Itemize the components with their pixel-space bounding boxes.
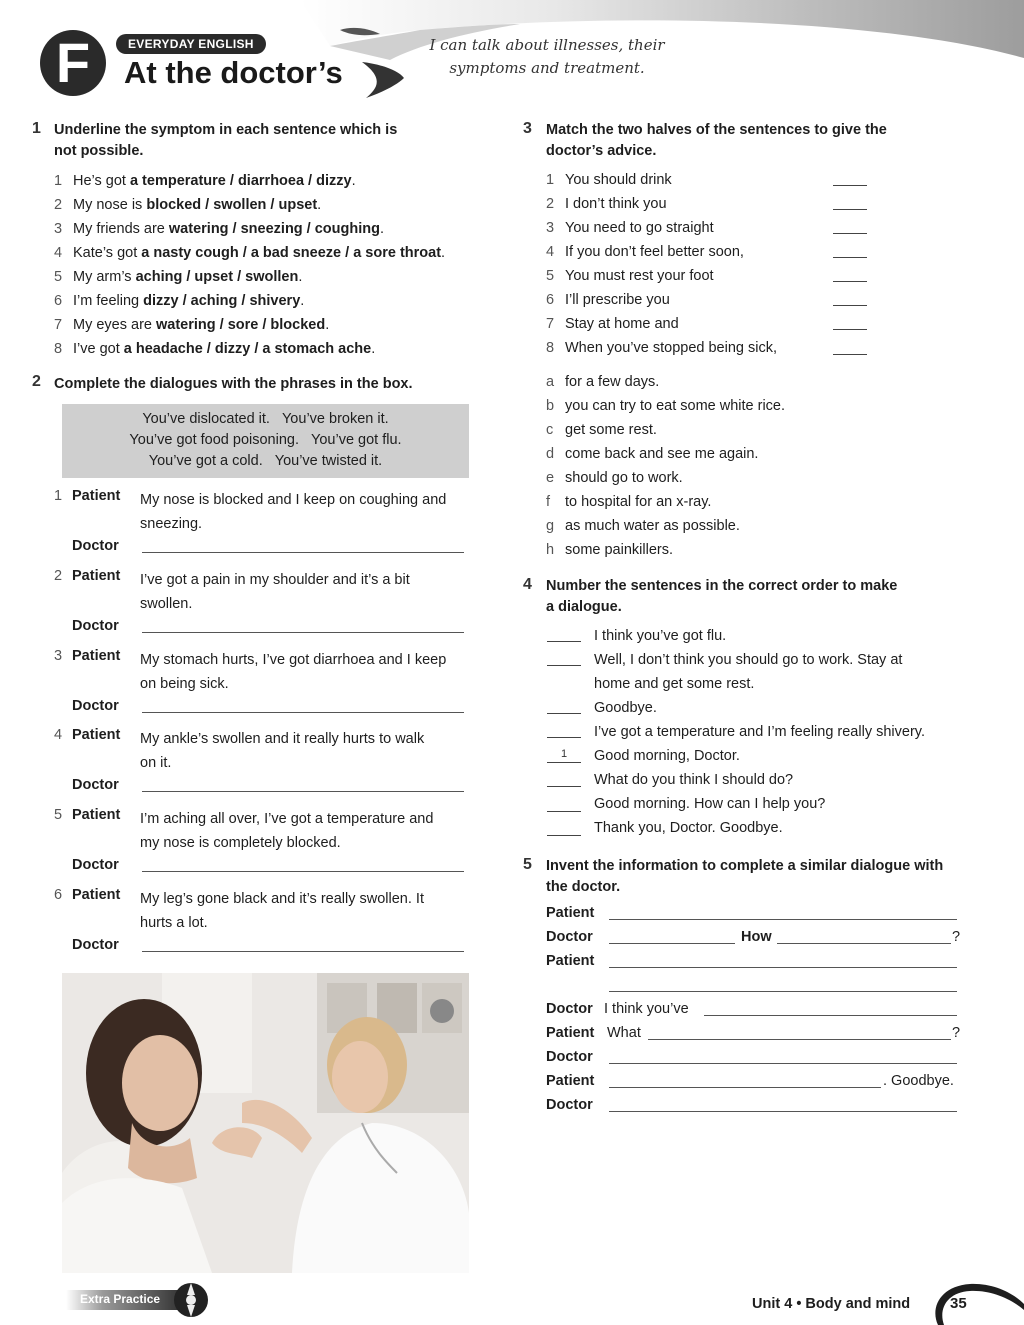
think-phrase: I think you’ve bbox=[604, 1001, 689, 1017]
item-options[interactable]: a temperature / diarrhoea / dizzy bbox=[129, 173, 352, 189]
patient-line bbox=[140, 727, 470, 775]
list-item bbox=[546, 336, 777, 360]
list-item: What do you think I should do? bbox=[594, 772, 794, 788]
exercise-3-number: 3 bbox=[523, 120, 532, 137]
item-punct: . bbox=[300, 293, 305, 309]
match-answer-blank[interactable] bbox=[833, 257, 867, 258]
list-item: Well, I don’t think you should go to work. Stay at bbox=[594, 652, 903, 668]
doctor-label: Doctor bbox=[72, 538, 119, 554]
order-answer-blank[interactable] bbox=[547, 811, 581, 812]
patient-text: sneezing. bbox=[140, 516, 203, 532]
match-answer-blank[interactable] bbox=[833, 233, 867, 234]
item-text: you can try to eat some white rice. bbox=[565, 398, 786, 414]
item-number: 3 bbox=[546, 220, 555, 236]
instruction-line: the doctor. bbox=[546, 879, 621, 895]
item-letter: h bbox=[546, 542, 555, 558]
order-answer-blank[interactable] bbox=[547, 641, 581, 642]
list-item: Goodbye. bbox=[594, 700, 657, 716]
list-item bbox=[546, 370, 785, 394]
phrase-row bbox=[62, 430, 469, 451]
list-item bbox=[546, 418, 785, 442]
phrase: You’ve got a cold. bbox=[148, 453, 263, 469]
item-number: 1 bbox=[54, 173, 63, 189]
item-options[interactable]: aching / upset / swollen bbox=[135, 269, 299, 285]
list-item bbox=[54, 337, 445, 361]
answer-line[interactable] bbox=[609, 967, 957, 968]
patient-line bbox=[140, 648, 470, 696]
item-punct: . bbox=[351, 173, 356, 189]
item-punct: . bbox=[379, 221, 385, 237]
item-letter: e bbox=[546, 470, 555, 486]
item-letter: a bbox=[546, 374, 555, 390]
list-item bbox=[546, 240, 777, 264]
instruction-line: Number the sentences in the correct order to make bbox=[546, 578, 898, 594]
what-word: What bbox=[607, 1025, 641, 1041]
order-answer-blank[interactable] bbox=[547, 665, 581, 666]
list-item bbox=[546, 394, 785, 418]
patient-text: on being sick. bbox=[140, 676, 229, 692]
exercise-1-number: 1 bbox=[32, 120, 41, 137]
list-item bbox=[54, 193, 445, 217]
match-answer-blank[interactable] bbox=[833, 354, 867, 355]
patient-text: I’m aching all over, I’ve got a temperature and bbox=[140, 811, 434, 827]
list-item bbox=[546, 168, 777, 192]
exercise-3-first-halves bbox=[546, 168, 777, 360]
doctor-answer-line[interactable] bbox=[142, 552, 464, 553]
dialogue-number: 2 bbox=[54, 568, 63, 584]
list-item: I think you’ve got flu. bbox=[594, 628, 727, 644]
patient-label: Patient bbox=[546, 1025, 595, 1041]
section-label: EVERYDAY ENGLISH bbox=[116, 34, 266, 54]
exercise-2-number: 2 bbox=[32, 373, 41, 390]
patient-text: my nose is completely blocked. bbox=[140, 835, 341, 851]
unit-bullet: • bbox=[796, 1296, 802, 1312]
match-answer-blank[interactable] bbox=[833, 329, 867, 330]
list-item bbox=[546, 288, 777, 312]
item-options[interactable]: watering / sneezing / coughing bbox=[168, 221, 380, 237]
phrase: You’ve dislocated it. bbox=[142, 411, 270, 427]
item-text: should go to work. bbox=[565, 470, 683, 486]
item-letter: g bbox=[546, 518, 555, 534]
section-letter-badge: F bbox=[40, 30, 106, 96]
learning-objective-line: symptoms and treatment. bbox=[449, 59, 645, 77]
item-letter: d bbox=[546, 446, 555, 462]
order-answer-blank[interactable] bbox=[547, 762, 581, 763]
item-number: 6 bbox=[546, 292, 555, 308]
dialogue-number: 3 bbox=[54, 648, 63, 664]
order-answer-blank[interactable] bbox=[547, 737, 581, 738]
patient-label: Patient bbox=[72, 488, 121, 504]
instruction-line: Invent the information to complete a similar dialogue with bbox=[546, 858, 944, 874]
order-answer-blank[interactable] bbox=[547, 786, 581, 787]
answer-line[interactable] bbox=[704, 1015, 957, 1016]
answer-line[interactable] bbox=[609, 1087, 881, 1088]
doctor-label: Doctor bbox=[546, 1049, 593, 1065]
patient-text: on it. bbox=[140, 755, 172, 771]
doctor-label: Doctor bbox=[72, 937, 119, 953]
answer-line[interactable] bbox=[609, 991, 957, 992]
instruction-line: not possible. bbox=[54, 143, 144, 159]
doctor-label: Doctor bbox=[72, 777, 119, 793]
goodbye-text: . Goodbye. bbox=[883, 1073, 954, 1089]
item-options[interactable]: watering / sore / blocked bbox=[156, 317, 326, 333]
list-item: home and get some rest. bbox=[594, 676, 755, 692]
match-answer-blank[interactable] bbox=[833, 305, 867, 306]
item-punct: . bbox=[325, 317, 330, 333]
learning-objective-line: I can talk about illnesses, their bbox=[429, 36, 665, 54]
instruction-line: doctor’s advice. bbox=[546, 143, 657, 159]
doctor-answer-line[interactable] bbox=[142, 951, 464, 952]
instruction-line: Match the two halves of the sentences to give the bbox=[546, 122, 887, 138]
exercise-4-number: 4 bbox=[523, 576, 532, 593]
item-punct: . bbox=[298, 269, 303, 285]
patient-label: Patient bbox=[72, 727, 121, 743]
list-item bbox=[54, 265, 445, 289]
list-item bbox=[546, 192, 777, 216]
list-item: Thank you, Doctor. Goodbye. bbox=[594, 820, 783, 836]
patient-text: My leg’s gone black and it’s really swollen. It bbox=[140, 891, 424, 907]
exercise-2-instruction: Complete the dialogues with the phrases in the box. bbox=[54, 376, 413, 392]
doctor-label: Doctor bbox=[72, 698, 119, 714]
list-item bbox=[546, 216, 777, 240]
patient-label: Patient bbox=[546, 1073, 595, 1089]
exercise-1-items bbox=[54, 169, 445, 361]
item-options[interactable]: dizzy / aching / shivery bbox=[143, 293, 301, 309]
item-text: Kate’s got bbox=[73, 245, 142, 261]
patient-line bbox=[140, 568, 470, 616]
match-answer-blank[interactable] bbox=[833, 209, 867, 210]
answer-line[interactable] bbox=[609, 1063, 957, 1064]
answer-line[interactable] bbox=[609, 943, 735, 944]
patient-label: Patient bbox=[546, 953, 595, 969]
patient-text: I’ve got a pain in my shoulder and it’s a bit bbox=[140, 572, 410, 588]
list-item bbox=[546, 466, 785, 490]
page-title: At the doctor’s bbox=[124, 55, 343, 90]
answer-line[interactable] bbox=[777, 943, 951, 944]
list-item bbox=[54, 241, 445, 265]
doctor-answer-line[interactable] bbox=[142, 712, 464, 713]
question-mark: ? bbox=[952, 929, 961, 945]
dialogue-number: 1 bbox=[54, 488, 63, 504]
page-number: 35 bbox=[950, 1295, 967, 1312]
phrase: You’ve got food poisoning. bbox=[129, 432, 299, 448]
item-text: My arm’s bbox=[73, 269, 136, 285]
doctor-label: Doctor bbox=[72, 857, 119, 873]
item-number: 7 bbox=[54, 317, 63, 333]
patient-text: My stomach hurts, I’ve got diarrhoea and I keep bbox=[140, 652, 447, 668]
unit-label: Unit 4 bbox=[752, 1296, 793, 1312]
patient-label: Patient bbox=[72, 568, 121, 584]
instruction-line: Underline the symptom in each sentence which is bbox=[54, 122, 398, 138]
match-answer-blank[interactable] bbox=[833, 185, 867, 186]
list-item bbox=[546, 442, 785, 466]
exercise-3-instruction bbox=[546, 120, 887, 162]
item-text: for a few days. bbox=[565, 374, 660, 390]
item-number: 2 bbox=[54, 197, 63, 213]
patient-line bbox=[140, 488, 470, 536]
item-punct: . bbox=[371, 341, 376, 357]
unit-footer bbox=[752, 1296, 910, 1312]
list-item bbox=[546, 312, 777, 336]
extra-practice-label: Extra Practice bbox=[80, 1292, 161, 1306]
list-item bbox=[54, 289, 445, 313]
item-number: 5 bbox=[54, 269, 63, 285]
dialogue-number: 6 bbox=[54, 887, 63, 903]
item-number: 4 bbox=[54, 245, 63, 261]
item-number: 8 bbox=[54, 341, 63, 357]
doctor-patient-illustration bbox=[62, 973, 469, 1273]
exercise-4-lines bbox=[594, 624, 925, 840]
dialogue-number: 4 bbox=[54, 727, 63, 743]
patient-label: Patient bbox=[72, 648, 121, 664]
exercise-5-instruction bbox=[546, 856, 943, 898]
phrase-row bbox=[62, 451, 469, 472]
item-number: 4 bbox=[546, 244, 555, 260]
order-answer-blank[interactable] bbox=[547, 835, 581, 836]
item-options[interactable]: a headache / dizzy / a stomach ache bbox=[123, 341, 372, 357]
phrase: You’ve twisted it. bbox=[274, 453, 383, 469]
item-number: 1 bbox=[546, 172, 555, 188]
item-text: He’s got bbox=[73, 173, 130, 189]
patient-label: Patient bbox=[72, 887, 121, 903]
question-mark: ? bbox=[952, 1025, 961, 1041]
item-letter: b bbox=[546, 398, 555, 414]
order-answer-example: 1 bbox=[560, 748, 568, 760]
answer-line[interactable] bbox=[609, 1111, 957, 1112]
doctor-patient-photo bbox=[62, 973, 469, 1273]
doctor-label: Doctor bbox=[72, 618, 119, 634]
item-number: 8 bbox=[546, 340, 555, 356]
item-text: You should drink bbox=[565, 172, 672, 188]
item-text: I’m feeling bbox=[73, 293, 144, 309]
phrase-row bbox=[62, 409, 469, 430]
patient-text: My nose is blocked and I keep on coughing and bbox=[140, 492, 447, 508]
item-text: get some rest. bbox=[565, 422, 657, 438]
item-text: I’ve got bbox=[73, 341, 124, 357]
patient-line bbox=[140, 807, 470, 855]
item-number: 5 bbox=[546, 268, 555, 284]
list-item bbox=[546, 490, 785, 514]
list-item bbox=[546, 514, 785, 538]
item-text: some painkillers. bbox=[565, 542, 673, 558]
learning-objective bbox=[412, 34, 682, 80]
item-text: to hospital for an x-ray. bbox=[565, 494, 712, 510]
item-text: I’ll prescribe you bbox=[565, 292, 670, 308]
item-text: My nose is bbox=[73, 197, 147, 213]
patient-text: swollen. bbox=[140, 596, 193, 612]
list-item: I’ve got a temperature and I’m feeling really shivery. bbox=[594, 724, 925, 740]
doctor-answer-line[interactable] bbox=[142, 791, 464, 792]
exercise-5-number: 5 bbox=[523, 856, 532, 873]
item-text: If you don’t feel better soon, bbox=[565, 244, 744, 260]
doctor-answer-line[interactable] bbox=[142, 871, 464, 872]
patient-text: hurts a lot. bbox=[140, 915, 208, 931]
patient-line bbox=[140, 887, 470, 935]
page-corner-swoosh bbox=[920, 1280, 1024, 1325]
list-item bbox=[546, 264, 777, 288]
exercise-4-instruction bbox=[546, 576, 897, 618]
exercise-1-instruction bbox=[54, 120, 397, 162]
list-item bbox=[54, 169, 445, 193]
item-text: I don’t think you bbox=[565, 196, 667, 212]
phrase: You’ve got flu. bbox=[311, 432, 402, 448]
item-text: You must rest your foot bbox=[565, 268, 714, 284]
match-answer-blank[interactable] bbox=[833, 281, 867, 282]
exercise-3-second-halves bbox=[546, 370, 785, 562]
item-options[interactable]: blocked / swollen / upset bbox=[146, 197, 318, 213]
how-word: How bbox=[741, 929, 772, 945]
item-number: 6 bbox=[54, 293, 63, 309]
item-text: My friends are bbox=[73, 221, 169, 237]
item-letter: f bbox=[546, 494, 551, 510]
list-item bbox=[546, 538, 785, 562]
doctor-label: Doctor bbox=[546, 1001, 593, 1017]
phrase: You’ve broken it. bbox=[281, 411, 389, 427]
item-text: come back and see me again. bbox=[565, 446, 759, 462]
list-item bbox=[54, 313, 445, 337]
item-text: When you’ve stopped being sick, bbox=[565, 340, 777, 356]
doctor-label: Doctor bbox=[546, 1097, 593, 1113]
item-letter: c bbox=[546, 422, 554, 438]
patient-text: My ankle’s swollen and it really hurts to walk bbox=[140, 731, 425, 747]
item-number: 3 bbox=[54, 221, 63, 237]
doctor-answer-line[interactable] bbox=[142, 632, 464, 633]
item-text: You need to go straight bbox=[565, 220, 714, 236]
patient-label: Patient bbox=[72, 807, 121, 823]
instruction-line: a dialogue. bbox=[546, 599, 622, 615]
list-item: Good morning. How can I help you? bbox=[594, 796, 826, 812]
unit-title: Body and mind bbox=[805, 1296, 911, 1312]
item-number: 7 bbox=[546, 316, 555, 332]
item-text: My eyes are bbox=[73, 317, 156, 333]
item-options[interactable]: a nasty cough / a bad sneeze / a sore throat bbox=[141, 245, 442, 261]
list-item bbox=[54, 217, 445, 241]
item-text: as much water as possible. bbox=[565, 518, 740, 534]
list-item: Good morning, Doctor. bbox=[594, 748, 740, 764]
answer-line[interactable] bbox=[648, 1039, 951, 1040]
item-number: 2 bbox=[546, 196, 555, 212]
order-answer-blank[interactable] bbox=[547, 713, 581, 714]
item-punct: . bbox=[317, 197, 322, 213]
item-punct: . bbox=[441, 245, 446, 261]
answer-line[interactable] bbox=[609, 919, 957, 920]
dialogue-number: 5 bbox=[54, 807, 63, 823]
patient-label: Patient bbox=[546, 905, 595, 921]
item-text: Stay at home and bbox=[565, 316, 679, 332]
doctor-label: Doctor bbox=[546, 929, 593, 945]
phrase-box bbox=[62, 404, 469, 478]
